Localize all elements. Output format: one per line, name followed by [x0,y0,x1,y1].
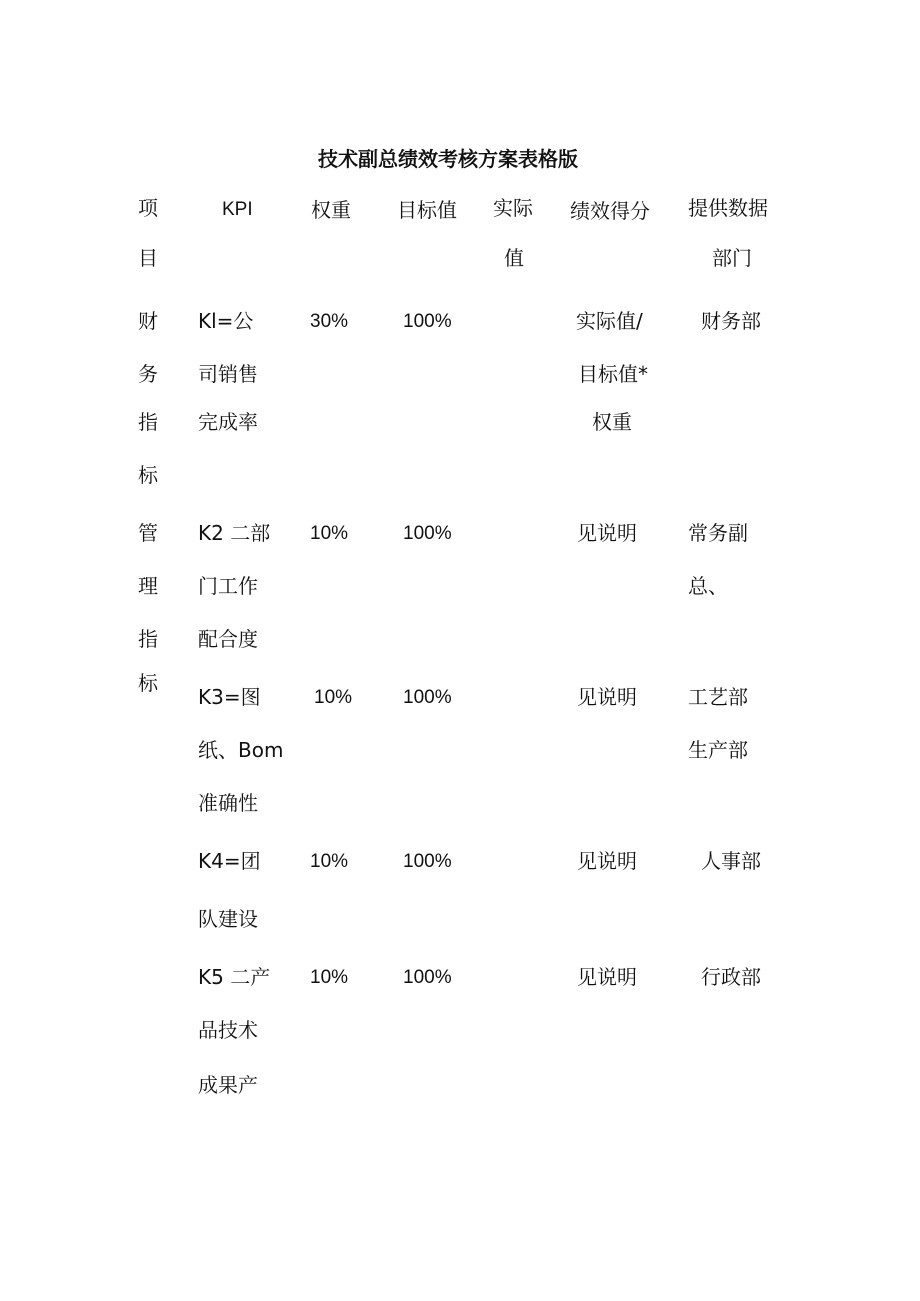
group-management-char-4: 标 [138,671,158,695]
row5-target: 100% [403,967,452,988]
header-kpi: KPI [222,199,253,220]
row4-weight: 10% [310,851,349,872]
row2-target: 100% [403,523,452,544]
header-item-line1: 项 [138,196,158,220]
row5-kpi-line3: 成果产 [198,1073,258,1097]
header-weight: 权重 [311,198,351,222]
row1-score-line1: 实际值/ [576,309,643,333]
row5-kpi-line2: 品技术 [198,1018,258,1042]
group-management-char-1: 管 [138,521,158,545]
row3-target: 100% [403,687,452,708]
header-dept-line2: 部门 [712,246,752,270]
row2-kpi-line3: 配合度 [198,627,258,651]
row1-score-line3: 权重 [592,410,632,434]
row1-target: 100% [403,311,452,332]
row1-kpi-line2: 司销售 [198,362,258,386]
row3-dept-line2: 生产部 [688,738,748,762]
header-dept-line1: 提供数据 [688,196,768,220]
group-finance-char-2: 务 [138,362,158,386]
header-item-line2: 目 [138,246,158,270]
header-actual-line2: 值 [504,246,524,270]
group-finance-char-4: 标 [138,463,158,487]
row2-kpi-line1: K2 二部 [198,521,271,545]
row3-dept-line1: 工艺部 [688,685,748,709]
header-score: 绩效得分 [570,199,650,223]
row2-score: 见说明 [577,521,637,545]
row1-kpi-line3: 完成率 [198,410,258,434]
row5-kpi-line1: K5 二产 [198,965,271,989]
row5-weight: 10% [310,967,349,988]
row2-dept-line1: 常务副 [688,521,748,545]
group-finance-char-1: 财 [138,309,158,333]
header-target: 目标值 [397,198,457,222]
row4-target: 100% [403,851,452,872]
row2-dept-line2: 总、 [688,574,728,598]
row3-kpi-line1: K3=图 [198,685,261,709]
group-finance-char-3: 指 [138,410,158,434]
group-management-char-2: 理 [138,574,158,598]
row2-kpi-line2: 门工作 [198,574,258,598]
row4-kpi-line2: 队建设 [198,907,258,931]
row5-dept-line1: 行政部 [701,965,761,989]
row5-score: 见说明 [577,965,637,989]
row3-score: 见说明 [577,685,637,709]
row1-score-line2: 目标值* [578,362,648,386]
row3-kpi-line2: 纸、Bom [198,738,284,762]
header-actual-line1: 实际 [493,196,533,220]
row4-dept-line1: 人事部 [701,849,761,873]
group-management-char-3: 指 [138,627,158,651]
row4-score: 见说明 [577,849,637,873]
row2-weight: 10% [310,523,349,544]
row4-kpi-line1: K4=团 [198,849,261,873]
page-title: 技术副总绩效考核方案表格版 [318,147,578,171]
row1-kpi-line1: Kl=公 [198,309,254,333]
row1-weight: 30% [310,311,349,332]
row3-kpi-line3: 准确性 [198,791,258,815]
row3-weight: 10% [314,687,353,708]
row1-dept-line1: 财务部 [701,309,761,333]
